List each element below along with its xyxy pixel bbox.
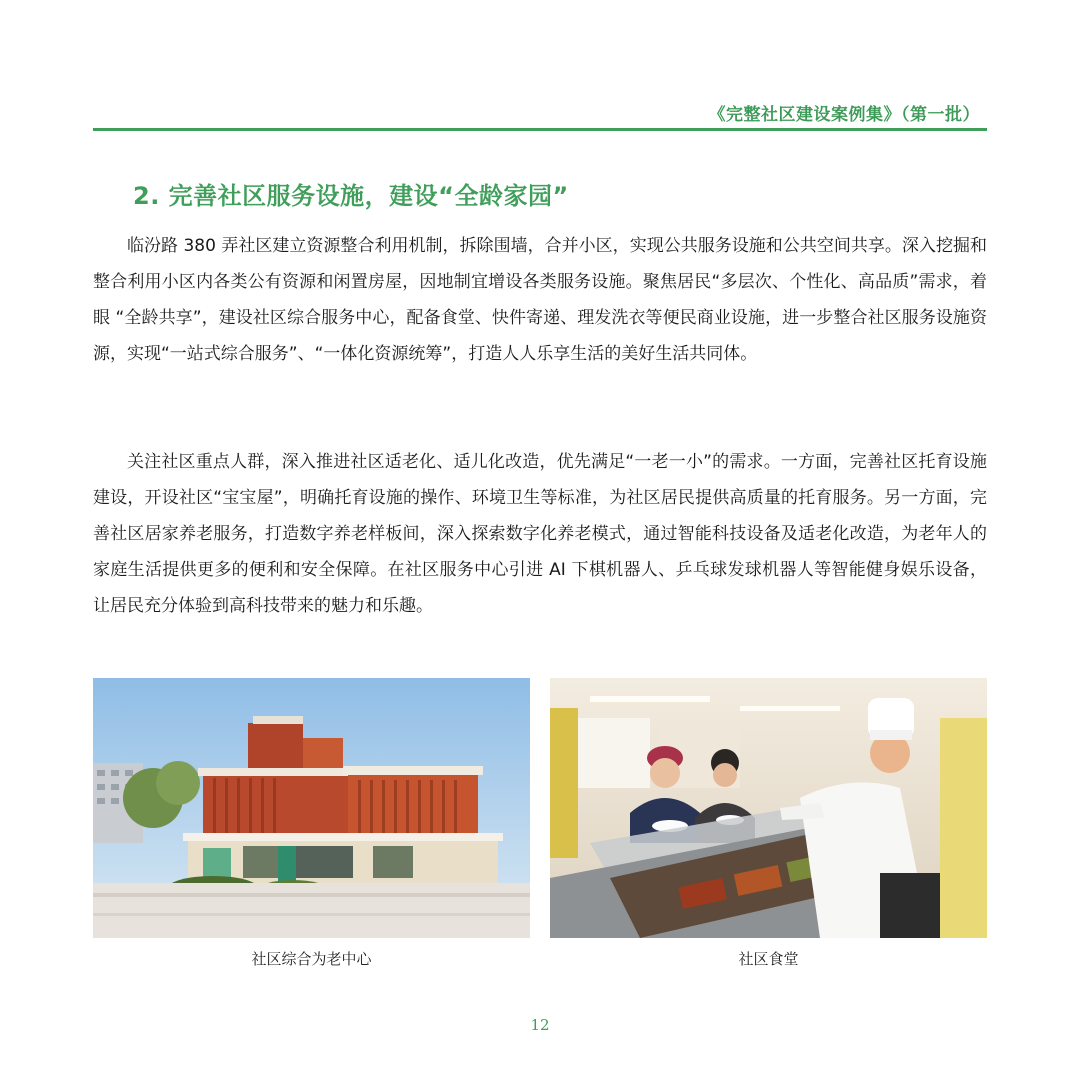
photo-community-canteen: [550, 678, 987, 938]
page-number: 12: [530, 1016, 550, 1034]
photo-caption-community-canteen: 社区食堂: [738, 950, 799, 968]
body-paragraph-2: 关注社区重点人群，深入推进社区适老化、适儿化改造，优先满足“一老一小”的需求。一方面，完善社区托育设施建设，开设社区“宝宝屋”，明确托育设施的操作、环境卫生等标准，为社区居民提供高质量的托育服务。另一方面，完善社区居家养老服务，打造数字养老样板间，深入探索数字化养老模式，通过智能科技设备及适老化改造，为老年人的家庭生活提供更多的便利和安全保障。在社区服务中心引进 AI 下棋机器人、乒乓球发球机器人等智能健身娱乐设备，让居民充分体验到高科技带来的魅力和乐趣。: [93, 452, 987, 616]
running-head-title: 《完整社区建设案例集》（第一批）: [708, 105, 980, 125]
body-paragraph-1: 临汾路 380 弄社区建立资源整合利用机制，拆除围墙，合并小区，实现公共服务设施和公共空间共享。深入挖掘和整合利用小区内各类公有资源和闲置房屋，因地制宜增设各类服务设施。聚焦居民“多层次、个性化、高品质”需求，着眼 “全龄共享”，建设社区综合服务中心，配备食堂、快件寄递、理发洗衣等便民商业设施，进一步整合社区服务设施资源，实现“一站式综合服务”、“一体化资源统筹”，打造人人乐享生活的美好生活共同体。: [93, 236, 987, 364]
photo-elderly-center: [93, 678, 530, 938]
header-divider: [93, 128, 987, 131]
photo-caption-elderly-center: 社区综合为老中心: [251, 950, 372, 968]
section-title: 2. 完善社区服务设施，建设“全龄家园”: [133, 182, 569, 210]
